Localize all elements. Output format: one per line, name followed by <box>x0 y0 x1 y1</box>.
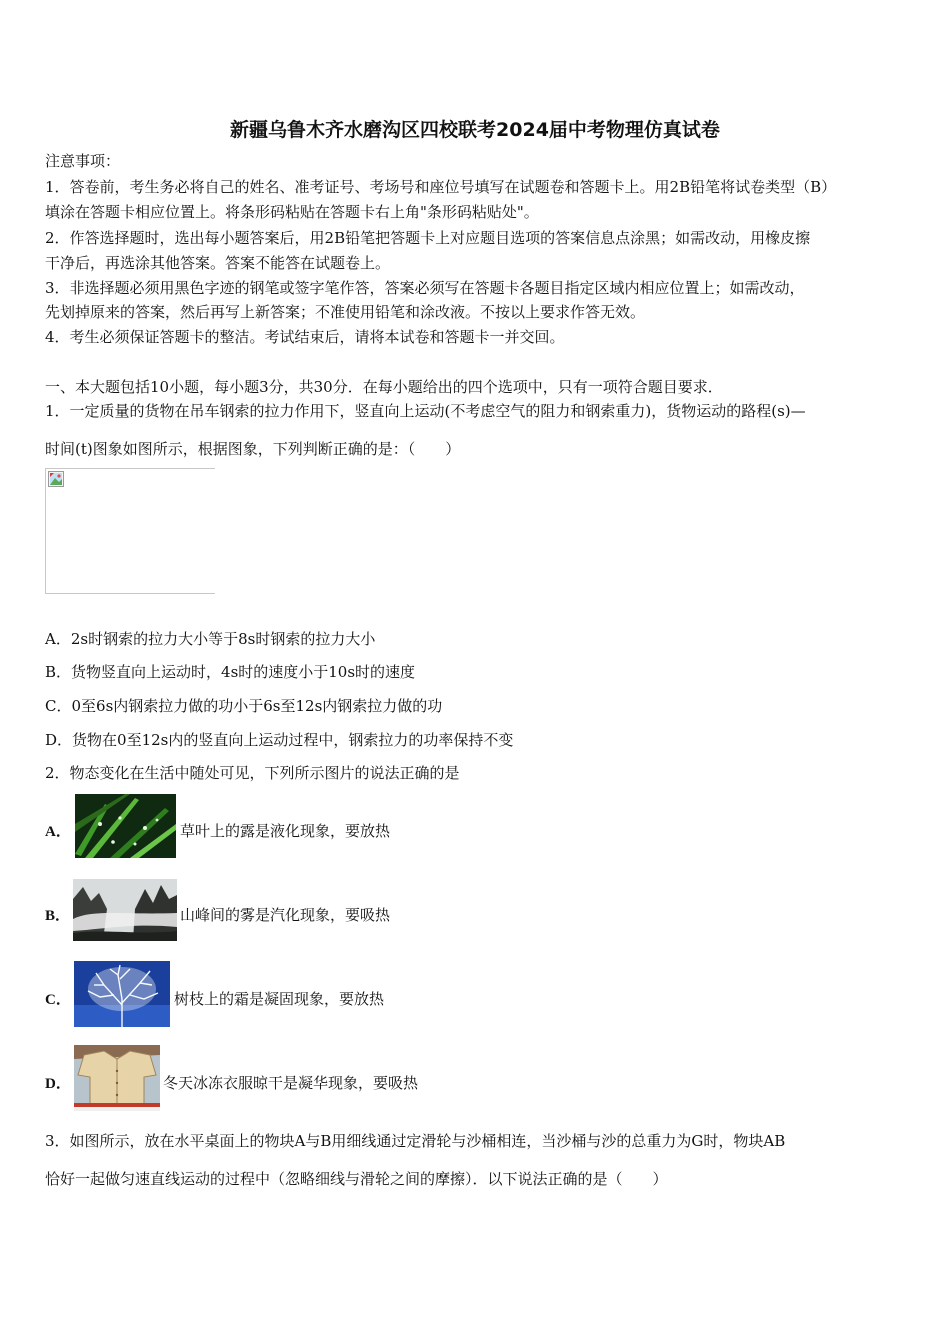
q2-option-b-letter: B． <box>45 908 71 924</box>
q2-option-a-text: 草叶上的露是液化现象，要放热 <box>180 822 391 840</box>
question-3-stem: 恰好一起做匀速直线运动的过程中（忽略细线与滑轮之间的摩擦）．以下说法正确的是（ ） <box>45 1170 668 1188</box>
notice-line: 先划掉原来的答案，然后再写上新答案；不准使用铅笔和涂改液。不按以上要求作答无效。 <box>45 303 646 321</box>
question-3-stem: 3．如图所示，放在水平桌面上的物块A与B用细线通过定滑轮与沙桶相连，当沙桶与沙的总重力为G时，物块AB <box>45 1132 786 1150</box>
q2-option-d-letter: D． <box>45 1076 71 1092</box>
notice-line: 干净后，再选涂其他答案。答案不能答在试题卷上。 <box>45 254 391 272</box>
notice-heading: 注意事项： <box>45 152 121 170</box>
q2-option-d-text: 冬天冰冻衣服晾干是凝华现象，要吸热 <box>163 1074 419 1092</box>
page-title: 新疆乌鲁木齐水磨沟区四校联考2024届中考物理仿真试卷 <box>230 119 720 141</box>
q2-option-c-text: 树枝上的霜是凝固现象，要放热 <box>174 990 385 1008</box>
broken-image-icon <box>48 471 64 487</box>
section-heading: 一、本大题包括10小题，每小题3分，共30分．在每小题给出的四个选项中，只有一项符合题目要求． <box>45 378 723 396</box>
question-1-stem: 时间(t)图象如图所示，根据图象，下列判断正确的是：（ ） <box>45 440 461 458</box>
question-1-stem: 1．一定质量的货物在吊车钢索的拉力作用下，竖直向上运动(不考虑空气的阻力和钢索重力)，货物运动的路程(s)— <box>45 402 806 420</box>
q1-option-b: B．货物竖直向上运动时，4s时的速度小于10s时的速度 <box>45 663 416 681</box>
q1-option-a: A．2s时钢索的拉力大小等于8s时钢索的拉力大小 <box>45 630 376 648</box>
q2-option-a-letter: A． <box>45 824 71 840</box>
dew-grass-photo <box>75 794 176 858</box>
notice-line: 2．作答选择题时，选出每小题答案后，用2B铅笔把答题卡上对应题目选项的答案信息点涂黑；如需改动，用橡皮擦 <box>45 229 811 247</box>
q2-option-c-letter: C． <box>45 992 71 1008</box>
notice-line: 4．考生必须保证答题卡的整洁。考试结束后，请将本试卷和答题卡一并交回。 <box>45 328 565 346</box>
notice-line: 3．非选择题必须用黑色字迹的钢笔或签字笔作答，答案必须写在答题卡各题目指定区域内相应位置上；如需改动， <box>45 279 805 297</box>
frost-branches-photo <box>74 961 170 1027</box>
q1-graph-image <box>45 468 215 594</box>
q1-option-d: D．货物在0至12s内的竖直向上运动过程中，钢索拉力的功率保持不变 <box>45 731 514 749</box>
frozen-clothes-photo <box>74 1045 160 1111</box>
mountain-fog-photo <box>73 879 177 941</box>
question-2-stem: 2．物态变化在生活中随处可见，下列所示图片的说法正确的是 <box>45 764 460 782</box>
notice-line: 1．答卷前，考生务必将自己的姓名、准考证号、考场号和座位号填写在试题卷和答题卡上。用2B铅笔将试卷类型（B） <box>45 178 837 196</box>
notice-line: 填涂在答题卡相应位置上。将条形码粘贴在答题卡右上角"条形码粘贴处"。 <box>45 203 539 221</box>
q2-option-b-text: 山峰间的雾是汽化现象，要吸热 <box>180 906 391 924</box>
q1-option-c: C．0至6s内钢索拉力做的功小于6s至12s内钢索拉力做的功 <box>45 697 443 715</box>
